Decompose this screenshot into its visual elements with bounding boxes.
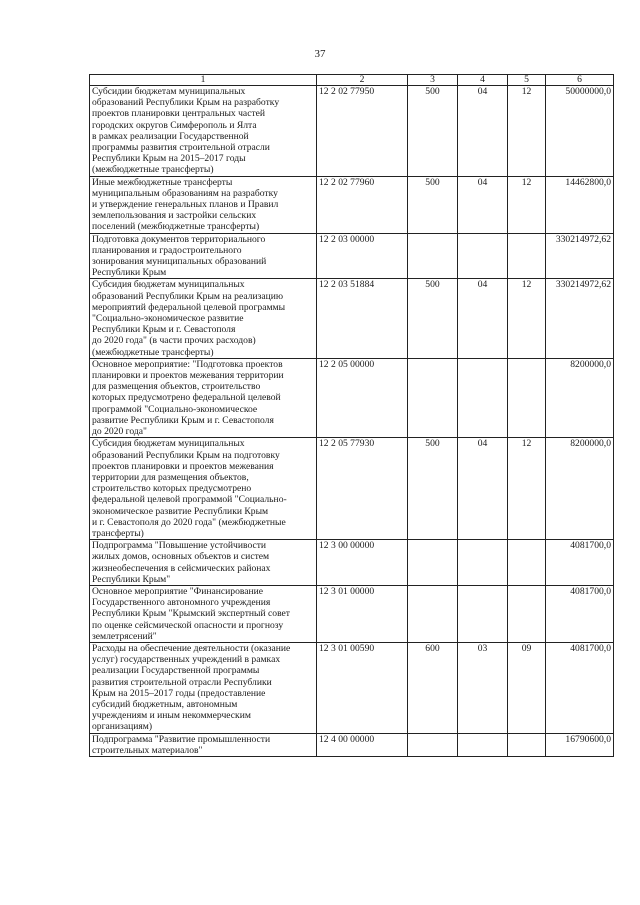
- row-amount-cell: 4081700,0: [546, 585, 614, 642]
- row-code-cell: 12 2 02 77950: [317, 86, 408, 177]
- header-cell: 1: [90, 75, 317, 86]
- table-row: [90, 438, 614, 540]
- row-col4-cell: 04: [458, 86, 508, 177]
- row-code-cell: 12 4 00 00000: [317, 733, 408, 756]
- row-code-cell: 12 2 02 77960: [317, 176, 408, 233]
- row-name-cell: Субсидии бюджетам муниципальных образований Республики Крым на разработку проектов планировки центральных частей городских округов Симферополь и Ялта в рамках реализации Государственной программы развития строительной отрасли Республики Крым на 2015–2017 годы (межбюджетные трансферты): [90, 86, 317, 177]
- table-header-row: [90, 75, 614, 86]
- row-col3-cell: [408, 585, 458, 642]
- row-col3-cell: [408, 540, 458, 586]
- header-cell: 6: [546, 75, 614, 86]
- row-col3-cell: [408, 733, 458, 756]
- row-col5-cell: 12: [508, 279, 546, 358]
- table-row: [90, 86, 614, 177]
- row-col5-cell: 12: [508, 176, 546, 233]
- row-col5-cell: [508, 233, 546, 279]
- row-col3-cell: 500: [408, 438, 458, 540]
- row-code-cell: 12 2 03 51884: [317, 279, 408, 358]
- row-col3-cell: 500: [408, 86, 458, 177]
- row-name-cell: Субсидия бюджетам муниципальных образований Республики Крым на подготовку проектов планировки и проектов межевания территории для размещения объектов, строительство которых предусмотрено федеральной целевой программой "Социально- экономическое развитие Республики Крым и г. Севастополя до 2020 года" (межбюджетные трансферты): [90, 438, 317, 540]
- row-col5-cell: [508, 733, 546, 756]
- row-col3-cell: 600: [408, 642, 458, 733]
- row-col4-cell: [458, 540, 508, 586]
- table-row: [90, 642, 614, 733]
- table-row: [90, 733, 614, 756]
- row-col5-cell: [508, 585, 546, 642]
- row-col5-cell: [508, 358, 546, 437]
- budget-table: [89, 74, 614, 757]
- row-col5-cell: 12: [508, 438, 546, 540]
- row-amount-cell: 50000000,0: [546, 86, 614, 177]
- row-col4-cell: [458, 233, 508, 279]
- row-amount-cell: 8200000,0: [546, 358, 614, 437]
- row-name-cell: Основное мероприятие "Финансирование Государственного автономного учреждения Республики Крым "Крымский экспертный совет по оценке сейсмической опасности и прогнозу землетрясений": [90, 585, 317, 642]
- row-name-cell: Иные межбюджетные трансферты муниципальным образованиям на разработку и утверждение генеральных планов и Правил землепользования и застройки сельских поселений (межбюджетные трансферты): [90, 176, 317, 233]
- row-col5-cell: 09: [508, 642, 546, 733]
- header-cell: 5: [508, 75, 546, 86]
- row-amount-cell: 330214972,62: [546, 233, 614, 279]
- table-row: [90, 358, 614, 437]
- row-col3-cell: [408, 358, 458, 437]
- table-row: [90, 233, 614, 279]
- row-code-cell: 12 2 05 00000: [317, 358, 408, 437]
- row-name-cell: Расходы на обеспечение деятельности (оказание услуг) государственных учреждений в рамках реализации Государственной программы развития строительной отрасли Республики Крым на 2015–2017 годы (предоставление субсидий бюджетным, автономным учреждениям и иным некоммерческим организациям): [90, 642, 317, 733]
- row-code-cell: 12 3 00 00000: [317, 540, 408, 586]
- row-col3-cell: 500: [408, 176, 458, 233]
- row-amount-cell: 4081700,0: [546, 642, 614, 733]
- row-amount-cell: 4081700,0: [546, 540, 614, 586]
- row-amount-cell: 330214972,62: [546, 279, 614, 358]
- row-code-cell: 12 3 01 00590: [317, 642, 408, 733]
- table-row: [90, 585, 614, 642]
- table-row: [90, 279, 614, 358]
- row-col5-cell: 12: [508, 86, 546, 177]
- row-col4-cell: [458, 358, 508, 437]
- row-code-cell: 12 2 05 77930: [317, 438, 408, 540]
- row-name-cell: Основное мероприятие: "Подготовка проектов планировки и проектов межевания территории для размещения объектов, строительство которых предусмотрено федеральной целевой программой "Социально-экономическое развитие Республики Крым и г. Севастополя до 2020 года": [90, 358, 317, 437]
- row-amount-cell: 14462800,0: [546, 176, 614, 233]
- row-col4-cell: [458, 585, 508, 642]
- row-code-cell: 12 2 03 00000: [317, 233, 408, 279]
- table-row: [90, 540, 614, 586]
- row-amount-cell: 16790600,0: [546, 733, 614, 756]
- row-col3-cell: 500: [408, 279, 458, 358]
- header-cell: 3: [408, 75, 458, 86]
- header-cell: 2: [317, 75, 408, 86]
- row-name-cell: Подпрограмма "Развитие промышленности строительных материалов": [90, 733, 317, 756]
- row-name-cell: Подпрограмма "Повышение устойчивости жилых домов, основных объектов и систем жизнеобеспечения в сейсмических районах Республики Крым": [90, 540, 317, 586]
- row-name-cell: Подготовка документов территориального планирования и градостроительного зонирования муниципальных образований Республики Крым: [90, 233, 317, 279]
- table-row: [90, 176, 614, 233]
- page-number: 37: [314, 48, 326, 60]
- row-name-cell: Субсидия бюджетам муниципальных образований Республики Крым на реализацию мероприятий федеральной целевой программы "Социально-экономическое развитие Республики Крым и г. Севастополя до 2020 года" (в части прочих расходов) (межбюджетные трансферты): [90, 279, 317, 358]
- row-amount-cell: 8200000,0: [546, 438, 614, 540]
- row-col4-cell: 04: [458, 279, 508, 358]
- header-cell: 4: [458, 75, 508, 86]
- row-col4-cell: 04: [458, 438, 508, 540]
- row-col5-cell: [508, 540, 546, 586]
- row-col4-cell: [458, 733, 508, 756]
- row-col4-cell: 03: [458, 642, 508, 733]
- row-col3-cell: [408, 233, 458, 279]
- row-code-cell: 12 3 01 00000: [317, 585, 408, 642]
- row-col4-cell: 04: [458, 176, 508, 233]
